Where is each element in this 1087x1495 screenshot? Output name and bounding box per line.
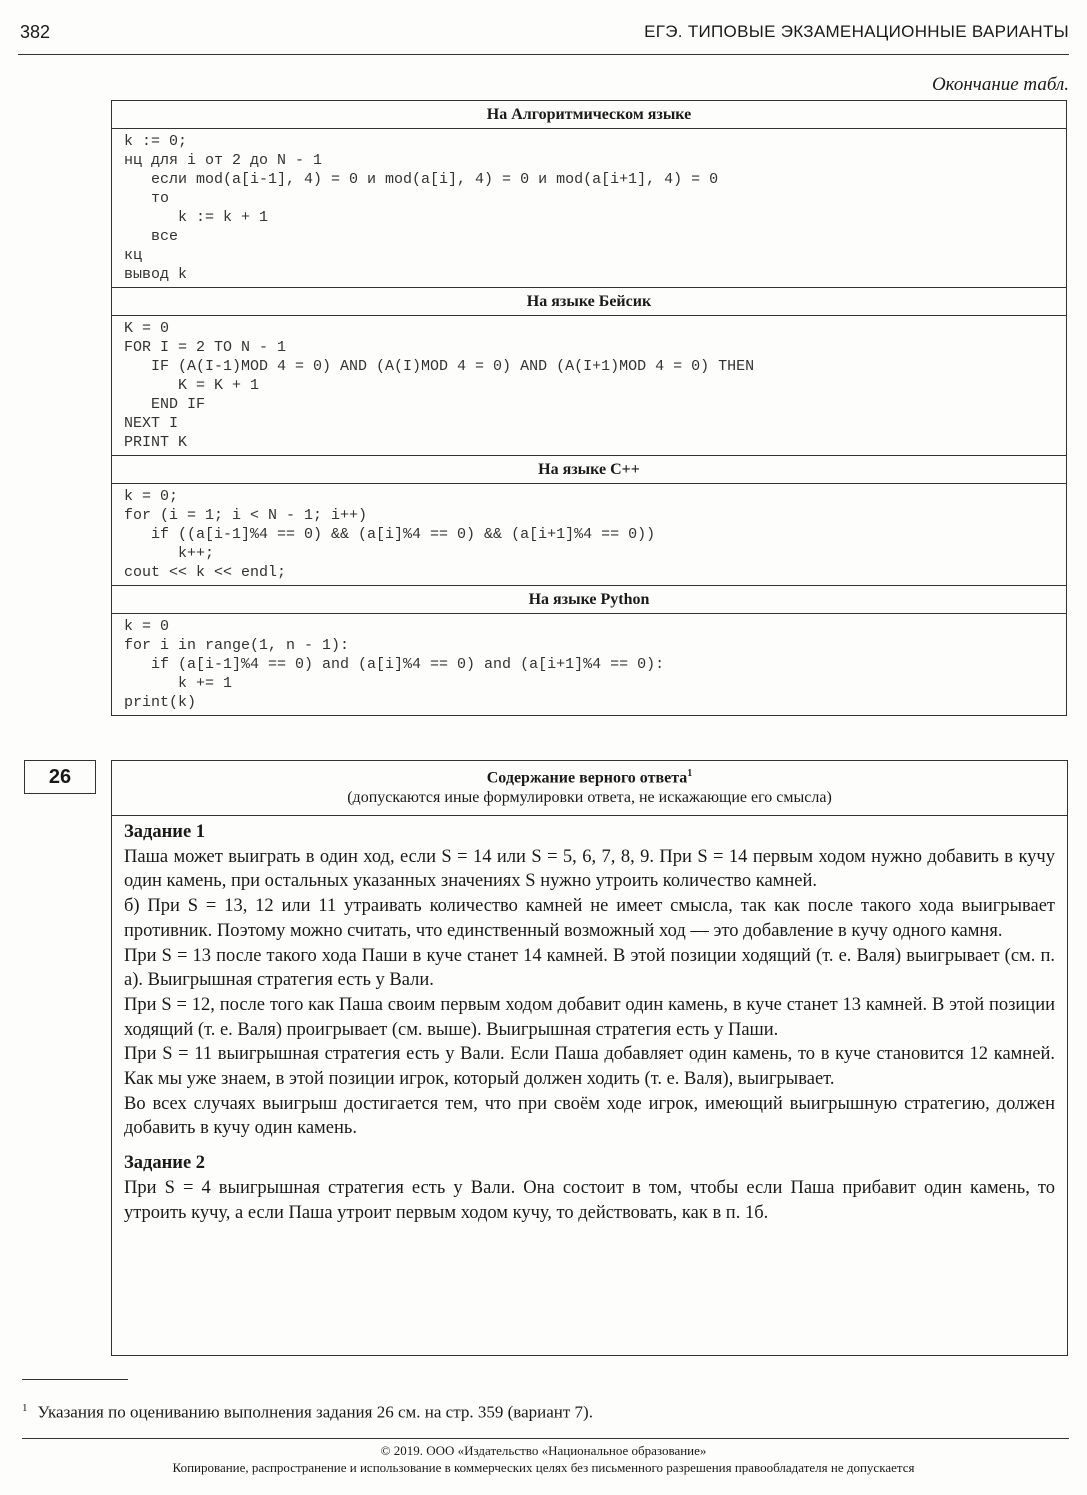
task1-paragraph: При S = 13 после такого хода Паши в куче станет 14 камней. В этой позиции ходящий (т. е. Валя) выигрывает (см. п. а). Выигрышная стратегия есть у Вали. xyxy=(124,945,1055,991)
page-number: 382 xyxy=(20,22,51,42)
answer-header xyxy=(112,761,1067,816)
footer-notice: Копирование, распространение и использование в коммерческих целях без письменного разрешения правообладателя не допускается xyxy=(172,1460,915,1475)
table-continuation-label: Окончание табл. xyxy=(931,74,1069,95)
footer-copyright: © 2019. ООО «Издательство «Национальное образование» xyxy=(380,1443,707,1458)
footnote-rule xyxy=(22,1379,128,1380)
code-block-cpp: k = 0; for (i = 1; i < N - 1; i++) if ((a[i-1]%4 == 0) && (a[i]%4 == 0) && (a[i+1]%4 == 0)) k++; cout << k << endl; xyxy=(112,484,1067,586)
task1-paragraph: Паша может выиграть в один ход, если S = 14 или S = 5, 6, 7, 8, 9. При S = 14 первым ходом нужно добавить в кучу один камень, при остальных указанных значениях S нужно утроить количество камней. xyxy=(124,846,1055,892)
task1-heading: Задание 1 xyxy=(124,822,206,842)
task2-paragraph: При S = 4 выигрышная стратегия есть у Вали. Она состоит в том, чтобы если Паша прибавит один камень, то утроить кучу, а если Паша утроит первым ходом кучу, то действовать, как в п. 1б. xyxy=(124,1177,1055,1223)
code-block-basic: K = 0 FOR I = 2 TO N - 1 IF (A(I-1)MOD 4 = 0) AND (A(I)MOD 4 = 0) AND (A(I+1)MOD 4 = 0) THEN K = K + 1 END IF NEXT I PRINT K xyxy=(112,316,1067,456)
code-heading-basic: На языке Бейсик xyxy=(112,288,1067,316)
code-heading-cpp: На языке С++ xyxy=(112,456,1067,484)
task2-heading: Задание 2 xyxy=(124,1153,206,1174)
running-header: ЕГЭ. ТИПОВЫЕ ЭКЗАМЕНАЦИОННЫЕ ВАРИАНТЫ xyxy=(644,22,1069,41)
code-heading-python: На языке Python xyxy=(112,586,1067,614)
footnote-number: 1 xyxy=(22,1402,28,1414)
task1-paragraph: б) При S = 13, 12 или 11 утраивать количество камней не имеет смысла, так как после такого хода выигрывает противник. Поэтому можно считать, что единственный возможный ход — это добавление в кучу одного камня. xyxy=(124,896,1055,941)
answer-body xyxy=(112,816,1067,1225)
footnote-text: Указания по оцениванию выполнения задания 26 см. на стр. 359 (вариант 7). xyxy=(37,1402,593,1422)
answer-title: Содержание верного ответа$^1$ xyxy=(486,768,693,787)
code-table xyxy=(111,100,1067,716)
task-number-box: 26 xyxy=(24,760,96,794)
code-block-algorithmic: k := 0; нц для i от 2 до N - 1 если mod(a[i-1], 4) = 0 и mod(a[i], 4) = 0 и mod(a[i+1], 4) = 0 то k := k + 1 все кц вывод k xyxy=(112,129,1067,288)
answer-subtitle: (допускаются иные формулировки ответа, не искажающие его смысла) xyxy=(347,789,832,807)
code-heading-algorithmic: На Алгоритмическом языке xyxy=(112,101,1067,129)
answer-box xyxy=(111,760,1068,1356)
code-block-python: k = 0 for i in range(1, n - 1): if (a[i-1]%4 == 0) and (a[i]%4 == 0) and (a[i+1]%4 == 0): k += 1 print(k) xyxy=(112,614,1067,716)
task1-paragraph: Во всех случаях выигрыш достигается тем, что при своём ходе игрок, имеющий выигрышную стратегию, должен добавить в кучу один камень. xyxy=(124,1093,1055,1139)
header-rule xyxy=(18,54,1069,55)
footnote-mark: 1 xyxy=(687,768,693,779)
task1-paragraph: При S = 12, после того как Паша своим первым ходом добавит один камень, в куче станет 13 камней. В этой позиции ходящий (т. е. Валя) проигрывает (см. выше). Выигрышная стратегия есть у Паши. xyxy=(124,994,1055,1040)
task1-paragraph: При S = 11 выигрышная стратегия есть у Вали. Если Паша добавляет один камень, то в куче становится 12 камней. Как мы уже знаем, в этой позиции игрок, который должен ходить (т. е. Валя), выигрывает. xyxy=(124,1044,1055,1090)
footnote xyxy=(22,1402,593,1423)
footer-rule xyxy=(22,1438,1069,1439)
